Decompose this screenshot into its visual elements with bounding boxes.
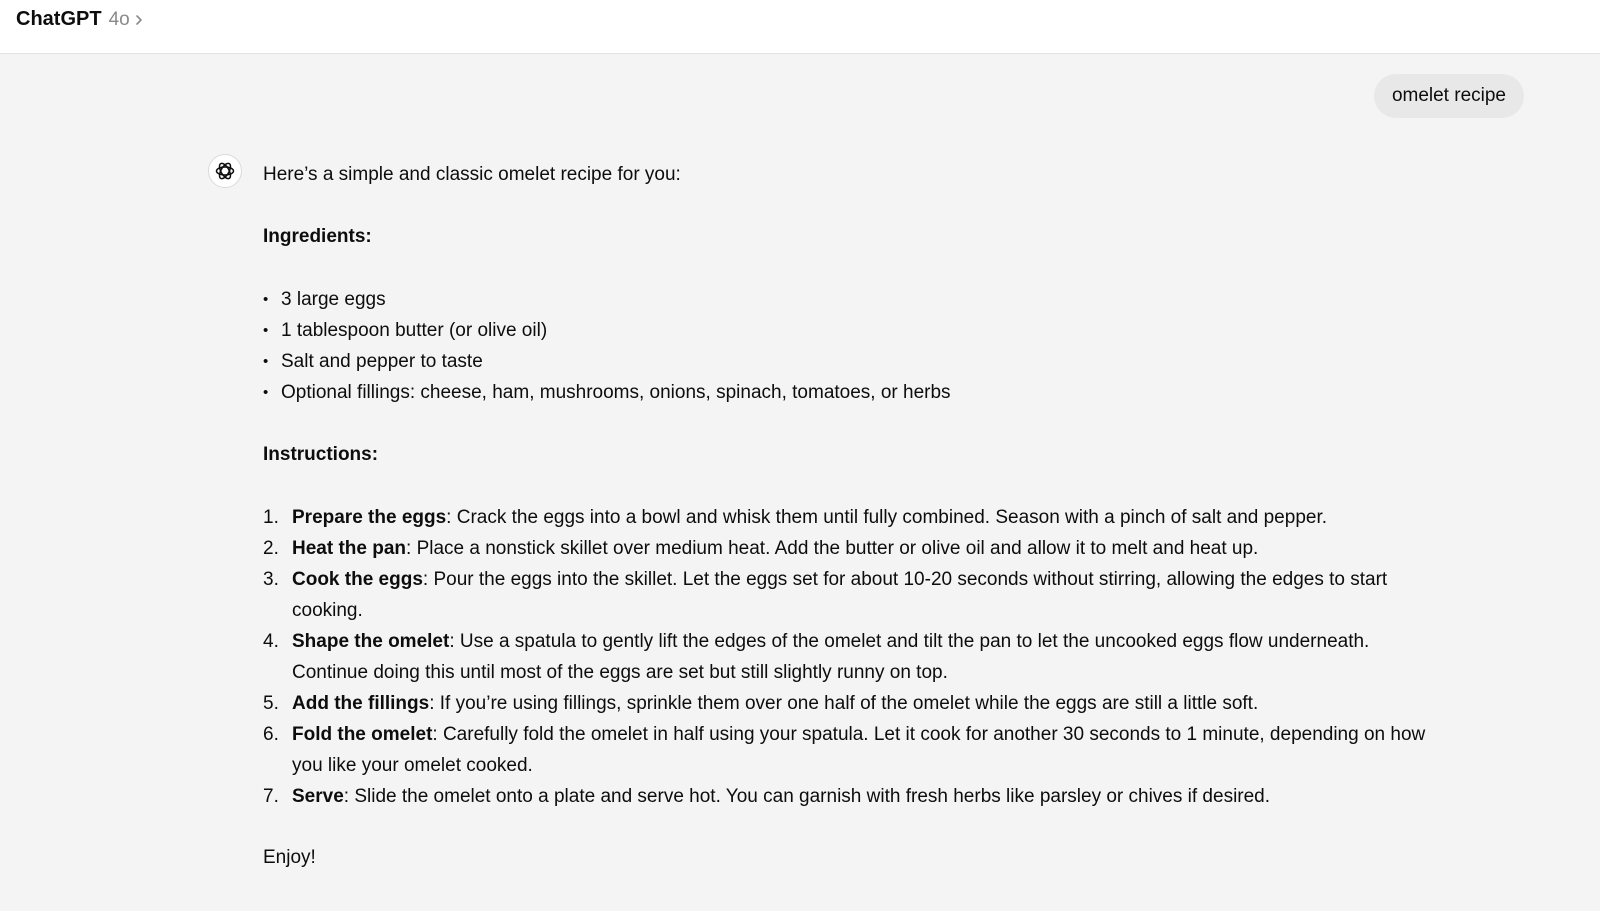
step-text: : Carefully fold the omelet in half using your spatula. Let it cook for another 30 seconds to 1 minute, depending on how you like your omelet cooked. [292,724,1426,776]
ingredient-item: • 1 tablespoon butter (or olive oil) [263,315,1443,346]
step-text: : Pour the eggs into the skillet. Let the eggs set for about 10-20 seconds without stirring, allowing the edges to start cooking. [292,569,1388,621]
step-title: Heat the pan [292,538,407,559]
step-number: 6. [263,724,279,745]
conversation [0,54,1600,911]
step-number: 4. [263,631,279,652]
model-name: 4o [108,8,130,30]
step-number: 5. [263,693,279,714]
step-title: Cook the eggs [292,569,423,590]
step-text: : Slide the omelet onto a plate and serve hot. You can garnish with fresh herbs like parsley or chives if desired. [343,786,1271,807]
user-message-text: omelet recipe [1391,85,1506,106]
ingredient-item: • Salt and pepper to taste [263,346,1443,377]
step-text: : If you’re using fillings, sprinkle them over one half of the omelet while the eggs are still a little soft. [429,693,1259,714]
instructions-list [263,502,1443,812]
step-title: Shape the omelet [292,631,450,652]
ingredients-list [263,284,1443,408]
instruction-step [263,719,1443,781]
step-title: Fold the omelet [292,724,433,745]
chevron-right-icon [134,13,144,27]
step-text: : Use a spatula to gently lift the edges of the omelet and tilt the pan to let the uncooked eggs flow underneath. Continue doing this until most of the eggs are set but still slightly runny on top. [292,631,1370,683]
step-number: 2. [263,538,279,559]
step-text: : Crack the eggs into a bowl and whisk them until fully combined. Season with a pinch of salt and pepper. [446,507,1328,528]
step-number: 3. [263,569,279,590]
assistant-message-body [263,159,1443,873]
step-number: 1. [263,507,279,528]
instruction-step [263,502,1443,533]
step-number: 7. [263,786,279,807]
user-message-bubble [1374,74,1524,118]
ingredient-item: • Optional fillings: cheese, ham, mushrooms, onions, spinach, tomatoes, or herbs [263,377,1443,408]
instruction-step [263,781,1443,812]
closing-text: Enjoy! [263,847,316,868]
step-title: Add the fillings [292,693,430,714]
instruction-step [263,626,1443,688]
ingredient-item: • 3 large eggs [263,284,1443,315]
ingredients-heading: Ingredients: [263,226,372,247]
top-bar [0,0,1600,54]
step-title: Serve [292,786,344,807]
step-text: : Place a nonstick skillet over medium heat. Add the butter or olive oil and allow it to melt and heat up. [406,538,1259,559]
step-title: Prepare the eggs [292,507,447,528]
intro-text: Here’s a simple and classic omelet recipe for you: [263,164,681,185]
instructions-heading: Instructions: [263,444,379,465]
instruction-step [263,564,1443,626]
app-title: ChatGPT [16,8,102,30]
model-selector[interactable] [16,8,144,31]
instruction-step [263,688,1443,719]
instruction-step [263,533,1443,564]
openai-logo-icon [208,154,242,188]
